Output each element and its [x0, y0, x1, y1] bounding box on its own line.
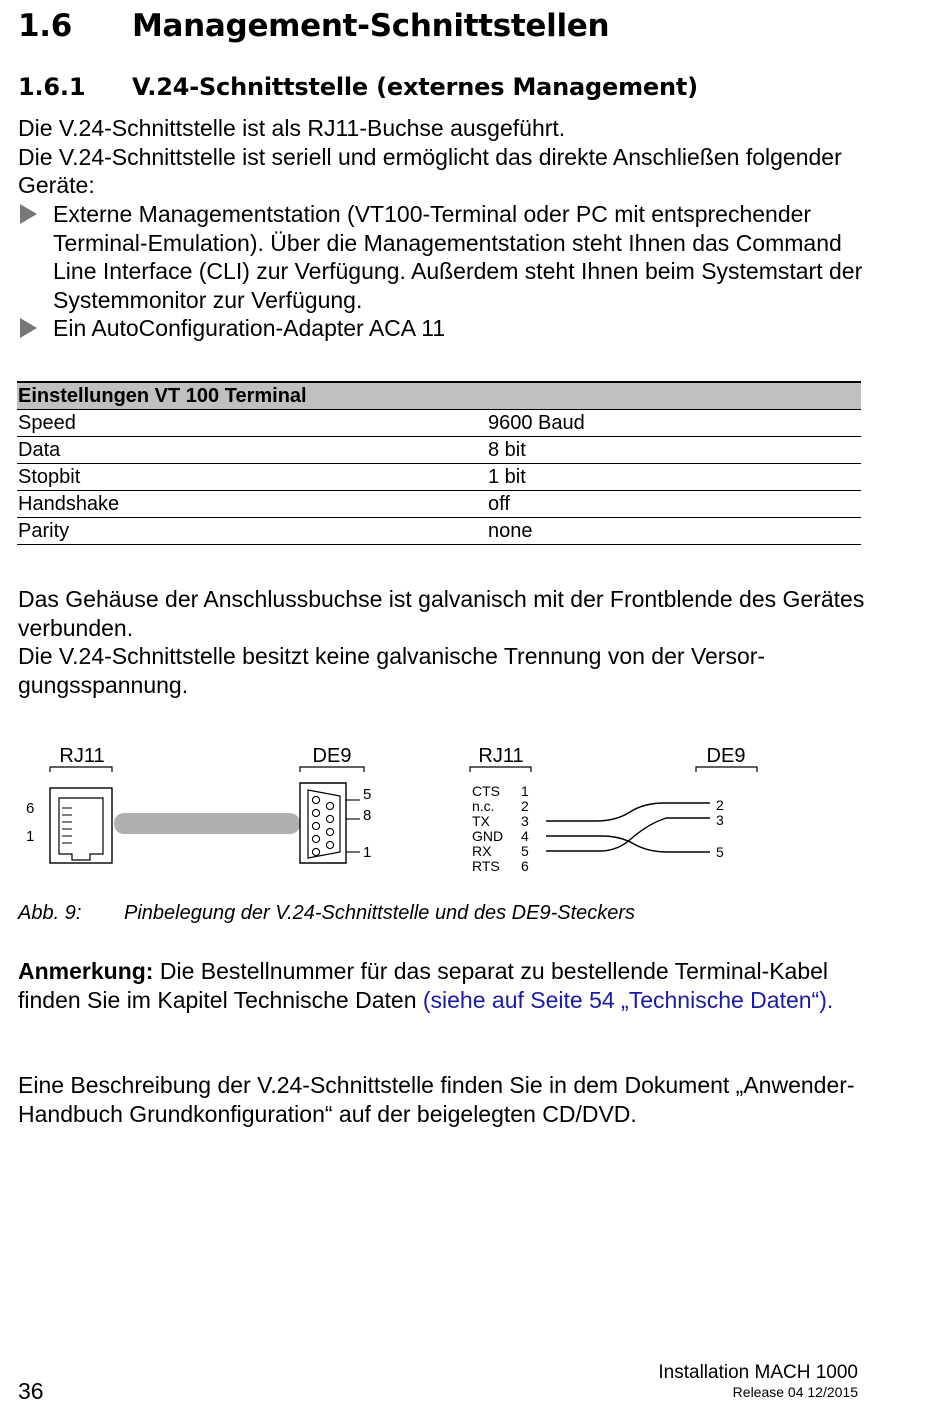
note-body: Die Bestellnummer für das separat zu bestellende Terminal-Kabel finden Sie im Kapitel Technische Daten — [18, 958, 829, 1013]
housing-line-1: Das Gehäuse der Anschlussbuchse ist galvanisch mit der Frontblende des Gerätes verbunden. — [18, 586, 865, 641]
intro-line-2: Die V.24-Schnittstelle ist seriell und ermöglicht das direkte Anschließen folgender Geräte: — [18, 143, 842, 199]
note-text — [18, 957, 868, 1014]
de9-pin-5: 5 — [363, 786, 372, 803]
rj11-label: RJ11 — [59, 745, 105, 767]
setting-label: Stopbit — [17, 464, 488, 491]
signal-pin: 3 — [521, 813, 529, 829]
footer-release: Release 04 12/2015 — [732, 1384, 858, 1400]
table-row — [17, 464, 861, 491]
setting-label: Parity — [17, 518, 488, 545]
rj11-jack-icon — [50, 788, 112, 863]
wiring-lines — [546, 803, 710, 852]
signal-name: TX — [472, 813, 490, 829]
setting-value: 8 bit — [488, 437, 861, 464]
de9-pin-8: 8 — [363, 807, 372, 824]
cross-reference-link[interactable]: (siehe auf Seite 54 „Technische Daten“). — [422, 986, 834, 1013]
intro-line-1: Die V.24-Schnittstelle ist als RJ11-Buchse ausgeführt. — [18, 115, 566, 141]
rj11-pin-bottom: 1 — [26, 828, 35, 845]
caption-label: Abb. 9: — [18, 902, 82, 924]
table-row — [17, 437, 861, 464]
note-label: Anmerkung: — [18, 958, 154, 984]
housing-line-2: Die V.24-Schnittstelle besitzt keine galvanische Trennung von der Versorgungsspannung. — [18, 643, 766, 698]
table-row — [17, 518, 861, 545]
signal-name: CTS — [472, 783, 500, 799]
signal-name: GND — [472, 828, 504, 844]
setting-value: 9600 Baud — [488, 410, 861, 437]
table-row — [17, 491, 861, 518]
table-row — [17, 410, 861, 437]
housing-text — [18, 585, 868, 699]
wiring-rj11-bracket — [470, 767, 531, 772]
signal-pin: 5 — [521, 843, 529, 859]
de9-bracket — [300, 767, 364, 772]
section-number: 1.6 — [18, 8, 73, 44]
rj11-pin-top: 6 — [26, 800, 35, 817]
wiring-rj11-label: RJ11 — [478, 745, 524, 767]
page-number: 36 — [18, 1378, 44, 1404]
de9-wiring-pin-2: 2 — [716, 797, 724, 813]
subsection-title: V.24-Schnittstelle (externes Management) — [132, 73, 698, 101]
de9-wiring-pin-3: 3 — [716, 812, 724, 828]
section-title: Management-Schnittstellen — [132, 8, 610, 44]
device-list — [18, 200, 868, 343]
signal-pin: 1 — [521, 783, 529, 799]
subsection-heading — [18, 73, 698, 101]
section-heading — [18, 8, 609, 44]
de9-pin-1: 1 — [363, 844, 372, 861]
pinout-diagram — [0, 730, 950, 890]
setting-label: Speed — [17, 410, 488, 437]
wiring-de9-label: DE9 — [706, 745, 746, 767]
signal-name: RTS — [472, 858, 500, 874]
terminal-settings-table — [17, 381, 861, 545]
setting-value: none — [488, 518, 861, 545]
rj11-signal-list — [472, 783, 529, 874]
de9-wiring-pin-5: 5 — [716, 844, 724, 860]
signal-pin: 4 — [521, 828, 529, 844]
triangle-bullet-icon — [20, 204, 37, 224]
triangle-bullet-icon — [20, 318, 37, 338]
figure-caption — [18, 902, 635, 925]
caption-text: Pinbelegung der V.24-Schnittstelle und des DE9-Steckers — [124, 902, 636, 924]
rj11-bracket — [50, 767, 112, 772]
intro-text — [18, 114, 868, 200]
wiring-de9-bracket — [696, 767, 757, 772]
de9-label: DE9 — [312, 745, 352, 767]
signal-name: RX — [472, 843, 492, 859]
signal-pin: 2 — [521, 798, 529, 814]
list-item: Externe Managementstation (VT100-Terminal oder PC mit entsprechender Terminal-Emulation). Über die Managementstation steht Ihnen das Command Line Interface (CLI) zur Verfügung. Außerdem steht Ihnen beim Systemstart der Systemmonitor zur Verfügung. — [18, 200, 868, 314]
description-text: Eine Beschreibung der V.24-Schnittstelle finden Sie in dem Dokument „Anwender-Handbuch Grundkonfiguration“ auf der beigelegten CD/DVD. — [18, 1072, 855, 1127]
cable-icon — [114, 813, 300, 834]
signal-name: n.c. — [472, 798, 495, 814]
setting-label: Handshake — [17, 491, 488, 518]
de9-connector-icon — [300, 783, 360, 863]
subsection-number: 1.6.1 — [18, 73, 86, 101]
setting-value: 1 bit — [488, 464, 861, 491]
list-item: Ein AutoConfiguration-Adapter ACA 11 — [18, 314, 868, 343]
signal-pin: 6 — [521, 858, 529, 874]
setting-value: off — [488, 491, 861, 518]
table-header: Einstellungen VT 100 Terminal — [17, 382, 861, 410]
footer-title: Installation MACH 1000 — [658, 1362, 858, 1383]
setting-label: Data — [17, 437, 488, 464]
